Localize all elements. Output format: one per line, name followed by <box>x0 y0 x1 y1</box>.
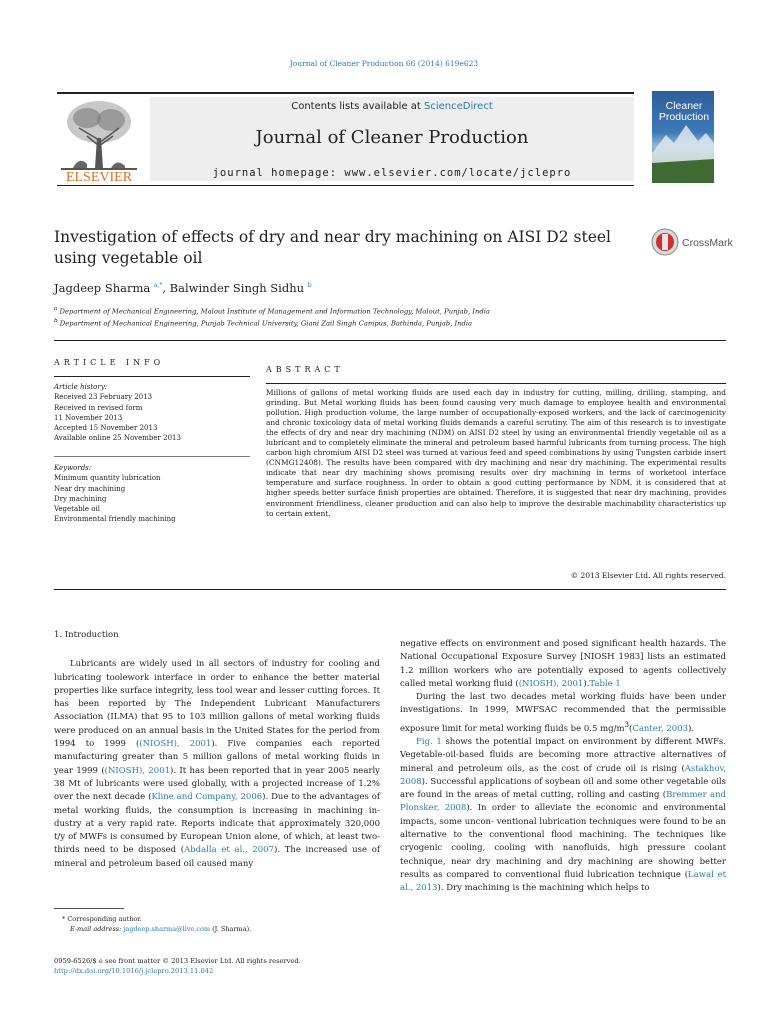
divider <box>266 383 726 384</box>
email-link[interactable]: jagdeep.sharma@live.com <box>123 925 211 933</box>
footnote-corresponding <box>54 914 380 924</box>
history-entry: Received 23 February 2013 <box>54 393 153 402</box>
paragraph <box>400 691 726 736</box>
table-link[interactable]: Table 1 <box>589 678 621 689</box>
text-run: ). <box>688 723 695 734</box>
superscript: 3 <box>624 719 630 729</box>
publication-meta <box>54 957 301 976</box>
publisher-wordmark: ELSEVIER <box>65 170 133 182</box>
affiliation <box>54 306 490 315</box>
text-run: During the last two decades metal working fluids have been under investigations. In 1999, MWFSAC recommended that the permissible exposure limit for metal working fluids be 0.5 mg/m <box>400 692 726 734</box>
journal-header <box>57 92 634 186</box>
citation-link[interactable]: Kline and Company, 2006 <box>151 792 263 803</box>
article-info-heading: ARTICLE INFO <box>54 358 165 367</box>
paragraph <box>400 736 726 896</box>
body-left-column <box>54 629 380 871</box>
article-history <box>54 382 250 444</box>
tree-icon <box>57 98 141 182</box>
keyword: Environmental friendly machining <box>54 515 176 524</box>
author-name: Jagdeep Sharma <box>54 281 151 295</box>
elsevier-logo[interactable] <box>57 98 141 182</box>
citation-link[interactable]: Lawal et al., 2013 <box>400 869 726 894</box>
affiliation-marker: b <box>54 318 58 324</box>
keyword: Vegetable oil <box>54 505 100 514</box>
keywords <box>54 463 250 525</box>
contents-prefix: Contents lists available at <box>291 101 421 112</box>
crossmark-label: CrossMark <box>682 237 733 249</box>
affiliation-marker: a <box>54 306 58 312</box>
header-bottom-rule <box>57 185 634 186</box>
header-top-rule <box>57 92 634 94</box>
affiliation <box>54 318 472 327</box>
footnote <box>54 914 380 934</box>
citation-link[interactable]: Canter, 2003 <box>632 723 689 734</box>
keyword: Minimum quantity lubrication <box>54 474 161 483</box>
text-run: ). <box>583 678 590 689</box>
affiliation-text: Department of Mechanical Engineering, Malout Institute of Management and Information Technology, Malout, Punjab, India <box>59 307 490 316</box>
text-run: ( <box>629 723 633 734</box>
footnote-text: Corresponding author. <box>67 915 142 923</box>
divider <box>54 589 726 590</box>
footnote-marker: * <box>62 915 66 923</box>
text-run: ). The increased use of mineral and petroleum based oil caused many <box>54 845 380 869</box>
crossmark-icon <box>651 228 679 256</box>
sciencedirect-link[interactable]: ScienceDirect <box>424 101 493 112</box>
journal-title[interactable]: Journal of Cleaner Production <box>255 127 529 148</box>
history-entry: Accepted 15 November 2013 <box>54 424 158 433</box>
keywords-label: Keywords: <box>54 464 92 472</box>
issn-line: 0959-6526/$ e see front matter © 2013 Elsevier Ltd. All rights reserved. <box>54 957 301 965</box>
author-affiliation-marker[interactable]: b <box>307 282 312 290</box>
copyright: © 2013 Elsevier Ltd. All rights reserved. <box>570 571 726 580</box>
paragraph <box>54 658 380 871</box>
citation-link[interactable]: (NIOSH), 2001 <box>139 739 212 750</box>
history-label: Article history: <box>54 383 108 391</box>
footnote-rule <box>54 908 124 909</box>
history-entry: Received in revised form <box>54 403 143 412</box>
text-run: ). Dry machining is the machining which helps to <box>437 883 650 894</box>
journal-reference[interactable]: Journal of Cleaner Production 66 (2014) 619e623 <box>289 59 479 68</box>
contents-line <box>150 101 634 112</box>
divider <box>54 340 726 341</box>
history-entry: 11 November 2013 <box>54 413 123 422</box>
journal-cover-image[interactable] <box>652 91 714 183</box>
citation-link[interactable]: Astakhov, 2008 <box>400 763 726 787</box>
affiliation-text: Department of Mechanical Engineering, Punjab Technical University, Giani Zail Singh Campus, Bathinda, Punjab, India <box>59 319 473 328</box>
citation-link[interactable]: (NIOSH), 2001 <box>518 678 584 689</box>
text-run: ). Five companies each reported manufacturing greater than 5 million gallons of metal working fluids in year 1999 ( <box>54 739 380 776</box>
text-run: ). Due to the advantages of metal working fluids, the consumption is increasing in machining in- dustry at a very rapid rate. Reports indicate that approximately 320,000 t/y of MWFs is consumed by European Union alone, of which, at least two-thirds need to be disposed ( <box>54 792 380 856</box>
citation-link[interactable]: Bremmer and Plonsker, 2008 <box>400 790 726 814</box>
text-run: shows the potential impact on environment by different MWFs. Vegetable-oil-based fluids are becoming more attractive alternatives of mineral and petroleum oils, as the cost of crude oil is rising ( <box>400 736 726 774</box>
text-run: Lubricants are widely used in all sectors of industry for cooling and lubricating toolеwork interface in order to enhance the better material properties like surface integrity, less tool wear and lesser cutting forces. It has been reported by The Independent Lubricant Manufacturers Association (ILMA) that 95 to 103 million gallons of metal working fluids were produced on an annual basis in the United States for the period from 1994 to 1999 ( <box>54 659 380 750</box>
figure-link[interactable]: Fig. 1 <box>416 736 442 747</box>
cover-title: Cleaner Production <box>658 100 710 123</box>
header-panel <box>150 97 634 181</box>
abstract-text: Millions of gallons of metal working fluids are used each day in industry for cutting, milling, drilling, stamping, and grinding. But Metal working fluids has been found causing very much damage to employee health and environmental pollution. High production volume, the large number of occupationally-exposed workers, and the lack of carcinogenicity and chronic toxicology data of metal working fluids demands a careful scrutiny. The aim of this research is to investigate the effects of dry and near dry machining (NDM) on AISI D2 steel by using an environmental friendly vegetable oil as a lubricant and to completely eliminate the mineral and petroleum based harmful lubricants from turning process. The high carbon high chromium AISI D2 steel was turned at various feed and speed combinations by using Tungsten carbide insert (CNMG12408). The results have been compared with dry machining and near dry machining. The experimental results indicate that near dry machining shows promising results over dry machining in terms of workеtool interface temperature and surface roughness. In order to obtain a good cutting performance by NDM, it is considered that at higher speeds better surface finish properties are obtained. Therefore, it is suggested that near dry machining, provides environment friendliness, cleaner production and can also help to improve the desirable machinability characteristics up to certain extent. <box>266 388 726 518</box>
text-run: ). In order to alleviate the economic and environmental impacts, some uncon- ventional lubrication techniques were found to be an alternative to the conventional flood machining. The techniques like cryogenic cooling, cooling with nanofluids, high pressure coolant technique, near dry machining and dry machining are showing better results as compared to conventional fluid lubrication technique ( <box>400 803 726 880</box>
paragraph <box>400 638 726 691</box>
text-run: ). Successful applications of soybean oil and some other vegetable oils are found in the areas of metal cutting, rolling and casting ( <box>400 776 726 801</box>
divider <box>54 456 250 457</box>
email-suffix: (J. Sharma). <box>212 925 252 933</box>
divider <box>54 376 250 377</box>
author-affiliation-marker[interactable]: a,* <box>153 282 163 290</box>
author-list: Jagdeep Sharma $^{a,*}$, Balwinder Singh Sidhu $^b$ <box>54 281 312 295</box>
doi-link[interactable]: http://dx.doi.org/10.1016/j.jclepro.2013.11.042 <box>54 966 214 975</box>
body-right-column <box>400 638 726 895</box>
article-title: Investigation of effects of dry and near dry machining on AISI D2 steel using vegetable oil <box>54 228 612 267</box>
journal-homepage-link[interactable]: journal homepage: www.elsevier.com/locate/jclepro <box>212 167 572 179</box>
crossmark-button[interactable] <box>651 228 731 258</box>
citation-link[interactable]: Abdalla et al., 2007 <box>184 845 274 856</box>
author-name: Balwinder Singh Sidhu <box>169 281 305 295</box>
text-run: ). It has been reported that in year 2005 nearly 38 Mt of lubricants were used globally, with a projected increase of 1.2% over the next decade ( <box>54 765 380 803</box>
email-label: E-mail address: <box>70 925 122 933</box>
keyword: Dry machining <box>54 494 107 503</box>
text-run: negative effects on environment and posed significant health hazards. The National Occupational Exposure Survey [NIOSH 1983] lists an estimated 1.2 million workers who are potentially exposed to agents collectively called metal working fluid ( <box>400 639 726 689</box>
keyword: Near dry machining <box>54 484 126 493</box>
history-entry: Available online 25 November 2013 <box>54 434 181 443</box>
abstract-heading: ABSTRACT <box>266 365 344 374</box>
citation-link[interactable]: (NIOSH), 2001 <box>104 765 171 776</box>
section-heading: 1. Introduction <box>54 630 119 640</box>
footnote-email <box>54 924 380 934</box>
